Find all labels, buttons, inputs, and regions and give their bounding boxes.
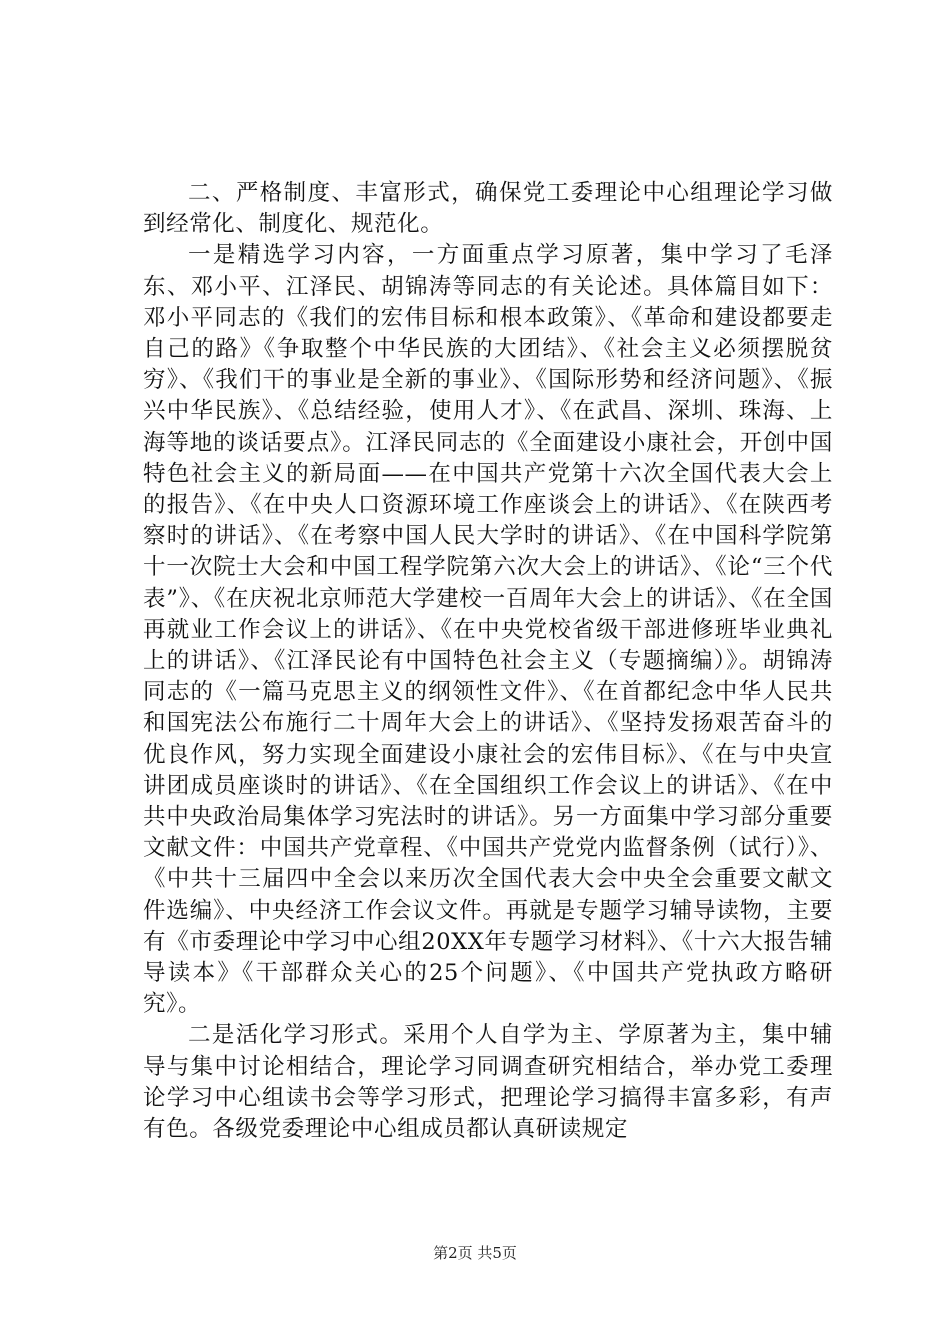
paragraph-section-heading: 二、严格制度、丰富形式，确保党工委理论中心组理论学习做到经常化、制度化、规范化。 — [143, 180, 833, 238]
paragraph-study-form: 二是活化学习形式。采用个人自学为主、学原著为主，集中辅导与集中讨论相结合，理论学习同调查研究相结合，举办党工委理论学习中心组读书会等学习形式，把理论学习搞得丰富多彩，有声有色。各级党委理论中心组成员都认真研读规定 — [143, 1022, 833, 1143]
document-body — [143, 178, 833, 1145]
page-number-footer: 第2页 共5页 — [433, 1244, 517, 1262]
paragraph-study-content: 一是精选学习内容，一方面重点学习原著，集中学习了毛泽东、邓小平、江泽民、胡锦涛等同志的有关论述。具体篇目如下：邓小平同志的《我们的宏伟目标和根本政策》、《革命和建设都要走自己的路》《争取整个中华民族的大团结》、《社会主义必须摆脱贫穷》、《我们干的事业是全新的事业》、《国际形势和经济问题》、《振兴中华民族》、《总结经验，使用人才》、《在武昌、深圳、珠海、上海等地的谈话要点》。江泽民同志的《全面建设小康社会，开创中国特色社会主义的新局面——在中国共产党第十六次全国代表大会上的报告》、《在中央人口资源环境工作座谈会上的讲话》、《在陕西考察时的讲话》、《在考察中国人民大学时的讲话》、《在中国科学院第十一次院士大会和中国工程学院第六次大会上的讲话》、《论“三个代表”》、《在庆祝北京师范大学建校一百周年大会上的讲话》、《在全国再就业工作会议上的讲话》、《在中央党校省级干部进修班毕业典礼上的讲话》、《江泽民论有中国特色社会主义（专题摘编）》。胡锦涛同志的《一篇马克思主义的纲领性文件》、《在首都纪念中华人民共和国宪法公布施行二十周年大会上的讲话》、《坚持发扬艰苦奋斗的优良作风，努力实现全面建设小康社会的宏伟目标》、《在与中央宣讲团成员座谈时的讲话》、《在全国组织工作会议上的讲话》、《在中共中央政治局集体学习宪法时的讲话》。另一方面集中学习部分重要文献文件：中国共产党章程、《中国共产党党内监督条例（试行）》、《中共十三届四中全会以来历次全国代表大会中央全会重要文献文件选编》、中央经济工作会议文件。再就是专题学习辅导读物，主要有《市委理论中学习中心组20XX年专题学习材料》、《十六大报告辅导读本》《干部群众关心的25个问题》、《中国共产党执政方略研究》。 — [143, 242, 833, 1018]
